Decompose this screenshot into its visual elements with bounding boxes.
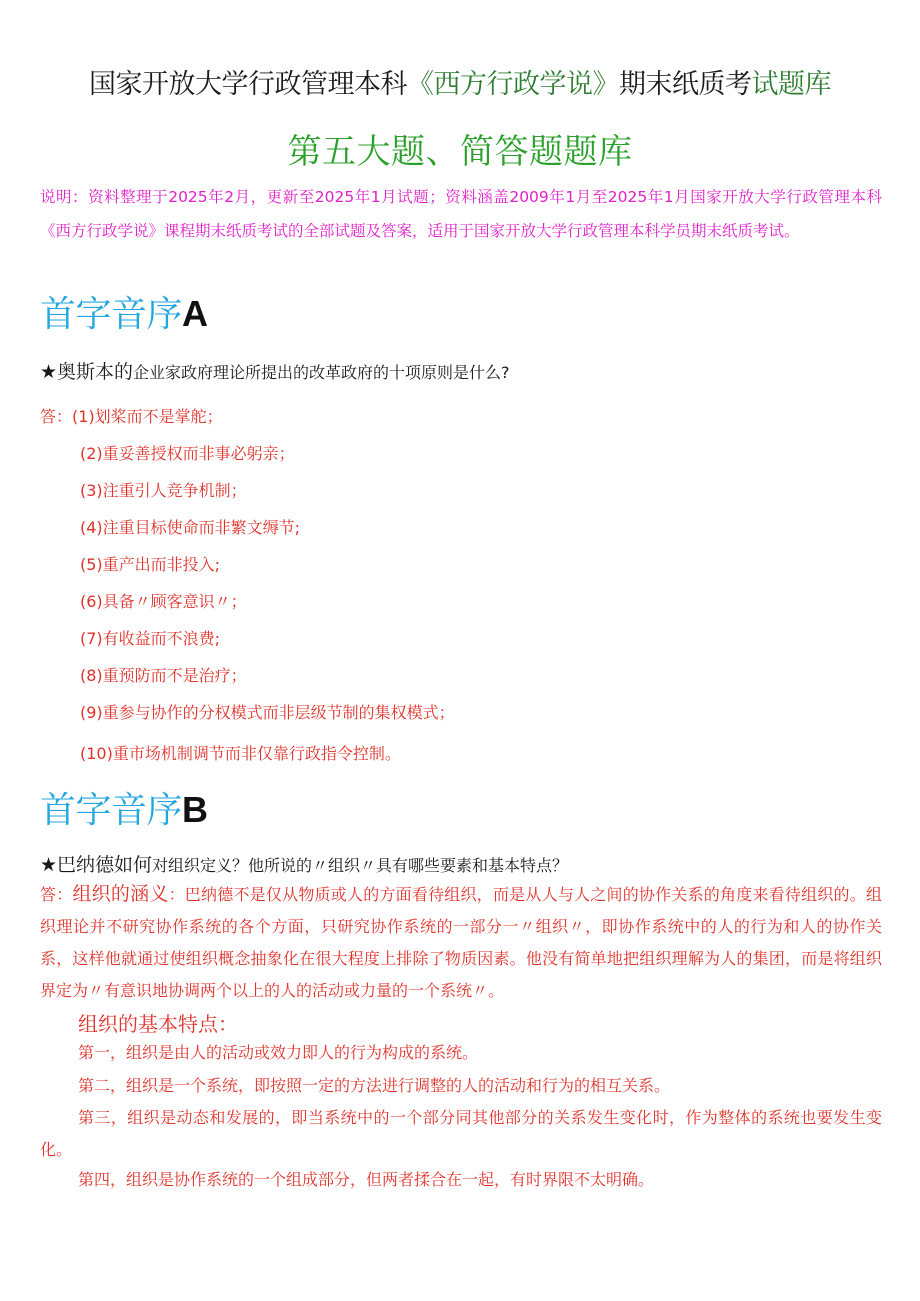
answer-a-item-4: (4)注重目标使命而非繁文缛节; bbox=[80, 518, 301, 537]
answer-b-meaning bbox=[40, 878, 882, 1007]
section-heading-b bbox=[40, 782, 208, 833]
document-title bbox=[0, 62, 920, 101]
question-b-rest: 对组织定义？他所说的〃组织〃具有哪些要素和基本特点？ bbox=[152, 856, 569, 875]
answer-a-item-1 bbox=[40, 404, 223, 427]
answer-a-prefix: 答： bbox=[40, 407, 73, 426]
feature-item-4: 第四，组织是协作系统的一个组成部分，但两者揉合在一起，有时界限不太明确。 bbox=[78, 1170, 655, 1189]
feature-item-3: 第三，组织是动态和发展的，即当系统中的一个部分同其他部分的关系发生变化时，作为整体的系统也要发生变化。 bbox=[40, 1108, 882, 1159]
answer-a-item-8: (8)重预防而不是治疗； bbox=[80, 666, 247, 685]
question-a bbox=[40, 357, 510, 384]
question-a-rest: 企业家政府理论所提出的改革政府的十项原则是什么? bbox=[133, 363, 510, 382]
title-mid: 期末纸质考 bbox=[619, 69, 752, 100]
answer-a-item-9: (9)重参与协作的分权模式而非层级节制的集权模式； bbox=[80, 703, 455, 722]
meaning-label: 组织的涵义 bbox=[72, 883, 169, 905]
answer-a-item-5: (5)重产出而非投入; bbox=[80, 555, 221, 574]
title-suffix: 试题库 bbox=[751, 69, 831, 100]
answer-a-item-7: (7)有收益而不浪费; bbox=[80, 629, 221, 648]
meaning-text: ：巴纳德不是仅从物质或人的方面看待组织，而是从人与人之间的协作关系的角度来看待组织的。组织理论并不研究协作系统的各个方面，只研究协作系统的一部分一〃组织〃，即协作系统中的人的行为和人的协作关系，这样他就通过使组织概念抽象化在很大程度上排除了物质因素。他没有简单地把组织理解为人的集团，而是将组织界定为〃有意识地协调两个以上的人的活动或力量的一个系统〃。 bbox=[40, 885, 882, 1000]
question-a-lead: ★奥斯本的 bbox=[40, 361, 134, 383]
question-b bbox=[40, 850, 568, 877]
answer-a-item-6: (6)具备〃顾客意识〃； bbox=[80, 592, 247, 611]
section-a-label: 首字音序 bbox=[40, 294, 183, 335]
document-subtitle: 第五大题、简答题题库 bbox=[287, 132, 633, 172]
feature-item-2: 第二，组织是一个系统，即按照一定的方法进行调整的人的活动和行为的相互关系。 bbox=[78, 1076, 671, 1095]
answer-a-item-10: (10)重市场机制调节而非仅靠行政指令控制。 bbox=[80, 744, 401, 763]
title-prefix: 国家开放大学行政管理本科 bbox=[89, 69, 407, 100]
answer-a-item-2: (2)重妥善授权而非事必躬亲； bbox=[80, 444, 295, 463]
answer-a-item-3: (3)注重引人竞争机制； bbox=[80, 481, 247, 500]
section-a-letter: A bbox=[182, 293, 208, 334]
features-title: 组织的基本特点： bbox=[78, 1012, 238, 1036]
section-heading-a bbox=[40, 286, 208, 337]
answer-b-prefix: 答： bbox=[40, 885, 73, 904]
question-b-lead: ★巴纳德如何 bbox=[40, 854, 153, 876]
section-b-label: 首字音序 bbox=[40, 790, 183, 831]
section-b-letter: B bbox=[182, 789, 208, 830]
description-note: 说明：资料整理于2025年2月，更新至2025年1月试题；资料涵盖2009年1月至2025年1月国家开放大学行政管理本科《西方行政学说》课程期末纸质考试的全部试题及答案，适用于国家开放大学行政管理本科学员期末纸质考试。 bbox=[40, 188, 882, 240]
title-course: 《西方行政学说》 bbox=[407, 69, 619, 100]
feature-item-1: 第一，组织是由人的活动或效力即人的行为构成的系统。 bbox=[78, 1043, 479, 1062]
answer-a-text: (1)划桨而不是掌舵； bbox=[72, 407, 223, 426]
